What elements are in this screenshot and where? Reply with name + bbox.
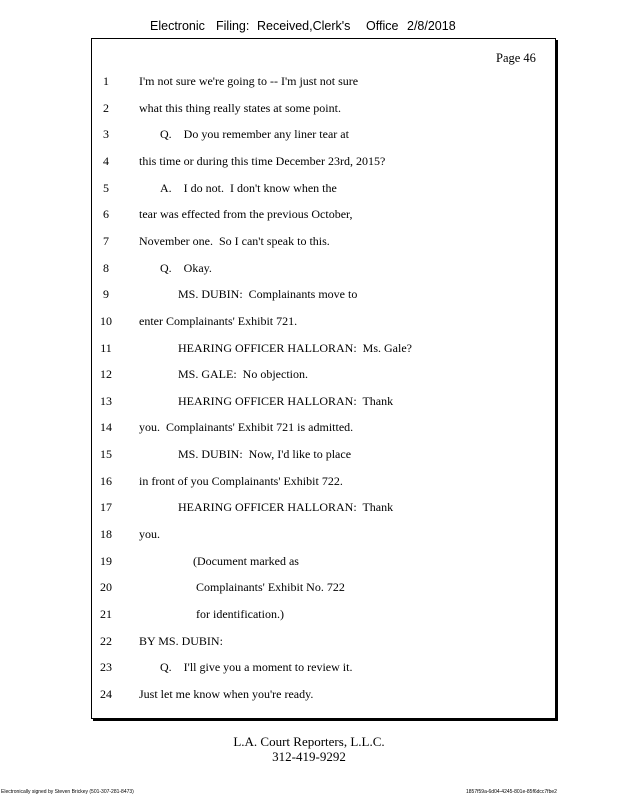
line-text: Q. Okay.: [160, 260, 212, 275]
line-text: MS. DUBIN: Now, I'd like to place: [178, 447, 352, 462]
line-number: 19: [100, 553, 112, 568]
transcript-line: [0, 287, 618, 305]
line-text: I'm not sure we're going to -- I'm just not sure: [139, 74, 359, 88]
transcript-line: [0, 101, 618, 119]
line-text: MS. GALE: No objection.: [178, 367, 308, 382]
line-number: 6: [103, 207, 109, 222]
line-text: Just let me know when you're ready.: [139, 686, 314, 701]
transcript-line: [0, 367, 618, 385]
line-text: for identification.): [196, 607, 284, 621]
filing-word-office: Office: [366, 19, 399, 33]
transcript-line: [0, 634, 618, 652]
line-text: what this thing really states at some point.: [139, 100, 341, 115]
line-number: 12: [100, 367, 112, 382]
line-number: 10: [100, 313, 112, 328]
transcript-line: [0, 660, 618, 678]
line-text: Q. Do you remember any liner tear at: [160, 127, 349, 142]
line-number: 3: [103, 127, 109, 142]
line-number: 14: [100, 420, 112, 435]
line-number: 16: [100, 473, 112, 488]
page-number: Page 46: [496, 51, 536, 65]
transcript-line: [0, 580, 618, 598]
line-number: 15: [100, 447, 112, 462]
transcript-line: [0, 687, 618, 705]
line-number: 13: [100, 393, 112, 408]
transcript-line: [0, 474, 618, 492]
line-text: (Document marked as: [193, 553, 299, 568]
line-number: 2: [103, 100, 109, 115]
line-text: you.: [139, 527, 160, 542]
filing-word-electronic: Electronic: [150, 19, 205, 33]
filing-word-filing: Filing:: [216, 19, 250, 33]
line-number: 5: [103, 180, 109, 195]
line-number: 24: [100, 686, 112, 701]
line-text: Complainants' Exhibit No. 722: [196, 580, 345, 595]
line-text: HEARING OFFICER HALLORAN: Ms. Gale?: [178, 340, 412, 355]
line-text: November one. So I can't speak to this.: [139, 233, 330, 248]
transcript-line: [0, 261, 618, 279]
transcript-line: [0, 341, 618, 359]
court-reporter-phone: 312-419-9292: [272, 749, 346, 764]
line-number: 8: [103, 260, 109, 275]
transcript-line: [0, 554, 618, 572]
document-hash: 1857f59a-6d04-4245-801e-85f6dcc7fbe2: [466, 789, 557, 795]
line-number: 4: [103, 153, 109, 168]
line-text: enter Complainants' Exhibit 721.: [139, 313, 298, 328]
line-text: HEARING OFFICER HALLORAN: Thank: [178, 500, 394, 515]
line-number: 7: [103, 233, 109, 248]
line-number: 9: [103, 287, 109, 302]
line-text: in front of you Complainants' Exhibit 722.: [139, 473, 343, 488]
transcript-line: [0, 207, 618, 225]
line-number: 23: [100, 660, 112, 675]
transcript-line: [0, 234, 618, 252]
line-number: 22: [100, 633, 112, 648]
line-number: 20: [100, 580, 112, 595]
transcript-line: [0, 500, 618, 518]
line-text: MS. DUBIN: Complainants move to: [178, 287, 358, 302]
line-number: 17: [100, 500, 112, 515]
electronic-filing-header: [0, 19, 618, 37]
transcript-line: [0, 527, 618, 545]
line-text: tear was effected from the previous October,: [139, 207, 353, 222]
filing-word-received: Received,Clerk's: [257, 19, 351, 33]
line-number: 11: [100, 340, 112, 355]
transcript-line: [0, 314, 618, 332]
transcript-line: [0, 127, 618, 145]
transcript-line: [0, 394, 618, 412]
electronic-signature: Electronically signed by Steven Brickey (501-307-281-8473): [1, 789, 134, 795]
transcript-line: [0, 74, 618, 92]
line-number: 1: [103, 74, 109, 88]
transcript-line: [0, 181, 618, 199]
court-reporter-name: L.A. Court Reporters, L.L.C.: [233, 734, 385, 749]
line-text: BY MS. DUBIN:: [139, 633, 223, 648]
line-number: 21: [100, 607, 112, 621]
line-text: HEARING OFFICER HALLORAN: Thank: [178, 393, 394, 408]
line-text: A. I do not. I don't know when the: [160, 180, 337, 195]
line-text: Q. I'll give you a moment to review it.: [160, 660, 353, 675]
transcript-line: [0, 447, 618, 465]
transcript-line: [0, 420, 618, 438]
line-text: this time or during this time December 23rd, 2015?: [139, 153, 386, 168]
transcript-line: [0, 607, 618, 625]
line-text: you. Complainants' Exhibit 721 is admitted.: [139, 420, 354, 435]
filing-date: 2/8/2018: [407, 19, 456, 33]
line-number: 18: [100, 527, 112, 542]
transcript-line: [0, 154, 618, 172]
